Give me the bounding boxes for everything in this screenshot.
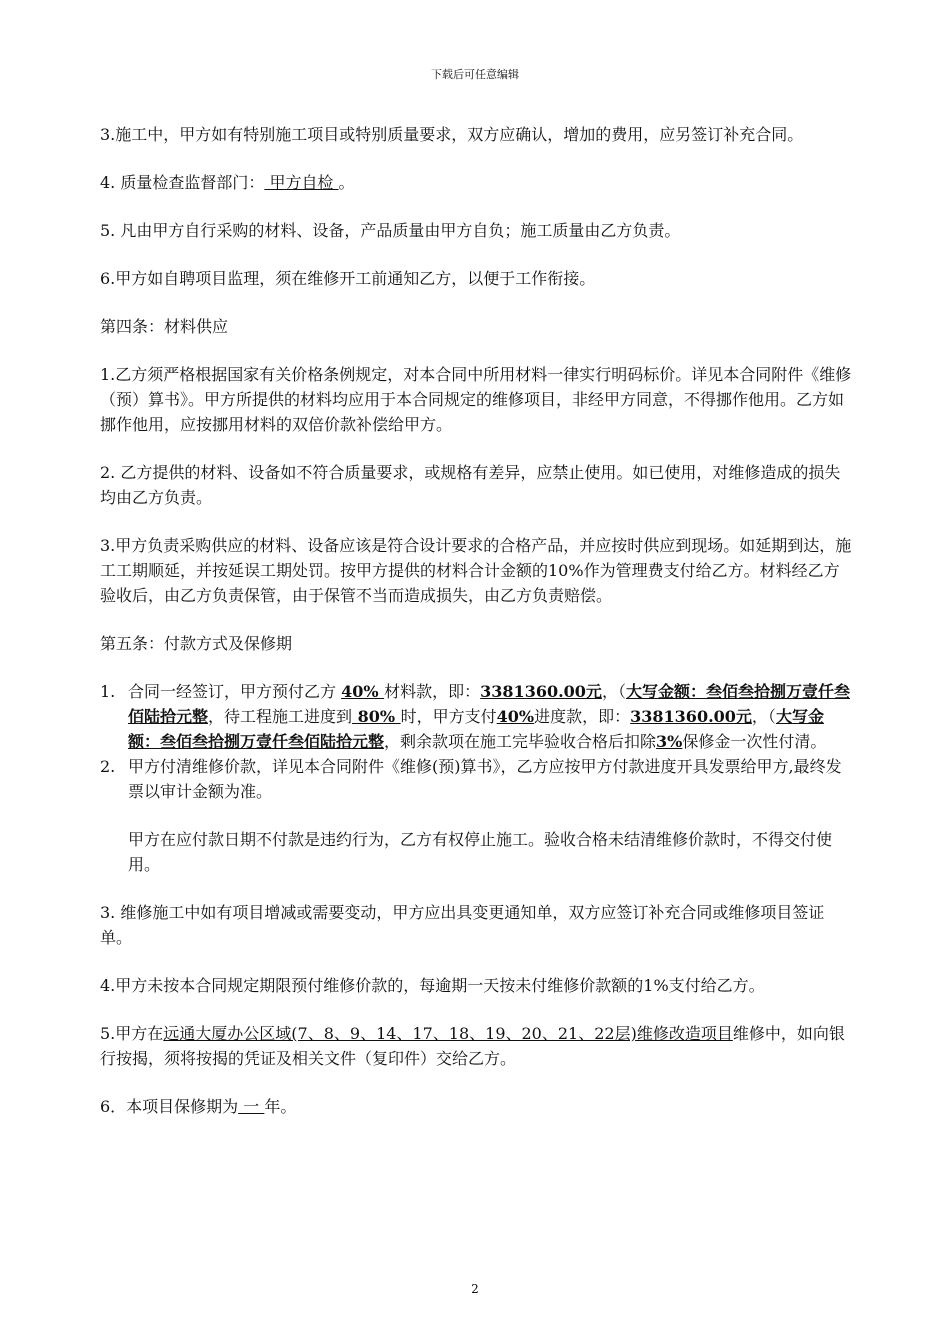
clause-5-2-continued: 甲方在应付款日期不付款是违约行为，乙方有权停止施工。验收合格未结清维修价款时，不得交付使用。 bbox=[128, 830, 833, 874]
clause-5-1-text-8: ，剩余款项在施工完毕验收合格后扣除 bbox=[384, 732, 657, 751]
clause-5-6-text-1: 6．本项目保修期为 bbox=[100, 1097, 239, 1116]
advance-amount: 3381360.00元 bbox=[480, 682, 602, 701]
clause-4-1: 1.乙方须严格根据国家有关价格条例规定，对本合同中所用材料一律实行明码标价。详见本合同附件《维修（预）算书》。甲方所提供的材料均应用于本合同规定的维修项目，非经甲方同意，不得挪作他用。乙方如挪作他用，应按挪用材料的双倍价款补偿给甲方。 bbox=[100, 365, 852, 434]
clause-5-1-text-5: 时，甲方支付 bbox=[400, 707, 497, 726]
warranty-years: 一 bbox=[238, 1097, 265, 1116]
clause-5-5-text-2: 维修中，如向银行按揭，须将按揭的凭证及相关文件（复印件）交给乙方。 bbox=[100, 1024, 845, 1068]
progress-amount-capital: 大写金额：叁佰叁拾捌万壹仟叁佰陆拾元整 bbox=[128, 707, 824, 751]
advance-percent: 40% bbox=[341, 682, 385, 701]
clause-5-1-text-2: 材料款，即： bbox=[384, 682, 481, 701]
clause-5-5-text-1: 5.甲方在 bbox=[100, 1024, 164, 1043]
clause-5-1-text-7: ，（ bbox=[751, 707, 776, 726]
progress-payment-percent: 40% bbox=[496, 707, 535, 726]
page-header: 下载后可任意编辑 bbox=[431, 68, 519, 81]
clause-4-2: 2. 乙方提供的材料、设备如不符合质量要求，或规格有差异，应禁止使用。如已使用，对维修造成的损失均由乙方负责。 bbox=[100, 463, 841, 507]
progress-percent: 80% bbox=[352, 707, 401, 726]
clause-5-1-text-1: 合同一经签订，甲方预付乙方 bbox=[128, 682, 342, 701]
page-number: 2 bbox=[471, 1282, 479, 1296]
clause-5-2-number: 2. bbox=[100, 757, 116, 776]
clause-3-3: 3.施工中，甲方如有特别施工项目或特别质量要求，双方应确认，增加的费用，应另签订补充合同。 bbox=[100, 125, 804, 144]
clause-5-1-text-4: ，待工程施工进度到 bbox=[208, 707, 353, 726]
clause-5-2-text: 甲方付清维修价款，详见本合同附件《维修(预)算书》，乙方应按甲方付款进度开具发票给甲方,最终发票以审计金额为准。 bbox=[128, 757, 842, 801]
retention-percent: 3% bbox=[656, 732, 683, 751]
clause-5-1 bbox=[100, 679, 852, 754]
clause-5-2 bbox=[100, 754, 852, 804]
clause-5-6 bbox=[100, 1094, 852, 1119]
advance-amount-capital: 大写金额：叁佰叁拾捌万壹仟叁佰陆拾元整 bbox=[128, 682, 850, 726]
clause-5-5 bbox=[100, 1021, 852, 1071]
clause-5-1-number: 1. bbox=[100, 682, 116, 701]
clause-5-4: 4.甲方未按本合同规定期限预付维修价款的，每逾期一天按未付维修价款额的1%支付给乙方。 bbox=[100, 976, 765, 995]
clause-3-4 bbox=[100, 170, 852, 195]
clause-3-4-label: 4. 质量检查监督部门： bbox=[100, 173, 265, 192]
clause-5-6-text-2: 年。 bbox=[264, 1097, 297, 1116]
clause-5-1-text-3: ，（ bbox=[601, 682, 626, 701]
inspection-department: 甲方自检 bbox=[264, 173, 339, 192]
clause-4-3: 3.甲方负责采购供应的材料、设备应该是符合设计要求的合格产品，并应按时供应到现场。如延期到达，施工工期顺延，并按延误工期处罚。按甲方提供的材料合计金额的10%作为管理费支付给乙方。材料经乙方验收后，由乙方负责保管，由于保管不当而造成损失，由乙方负责赔偿。 bbox=[100, 536, 852, 605]
article-5-title: 第五条：付款方式及保修期 bbox=[100, 634, 293, 653]
clause-3-6: 6.甲方如自聘项目监理，须在维修开工前通知乙方，以便于工作衔接。 bbox=[100, 269, 596, 288]
progress-amount: 3381360.00元 bbox=[630, 707, 752, 726]
document-body bbox=[100, 122, 852, 1142]
clause-5-1-text-6: 进度款，即： bbox=[534, 707, 631, 726]
article-4-title: 第四条：材料供应 bbox=[100, 317, 229, 336]
project-name: 远通大厦办公区域(7、8、9、14、17、18、19、20、21、22层)维修改造项目 bbox=[163, 1024, 733, 1043]
clause-3-5: 5. 凡由甲方自行采购的材料、设备，产品质量由甲方自负；施工质量由乙方负责。 bbox=[100, 221, 681, 240]
clause-5-1-text-9: 保修金一次性付清。 bbox=[682, 732, 827, 751]
clause-3-4-end: 。 bbox=[338, 173, 355, 192]
clause-5-3: 3. 维修施工中如有项目增减或需要变动，甲方应出具变更通知单，双方应签订补充合同或维修项目签证单。 bbox=[100, 903, 825, 947]
